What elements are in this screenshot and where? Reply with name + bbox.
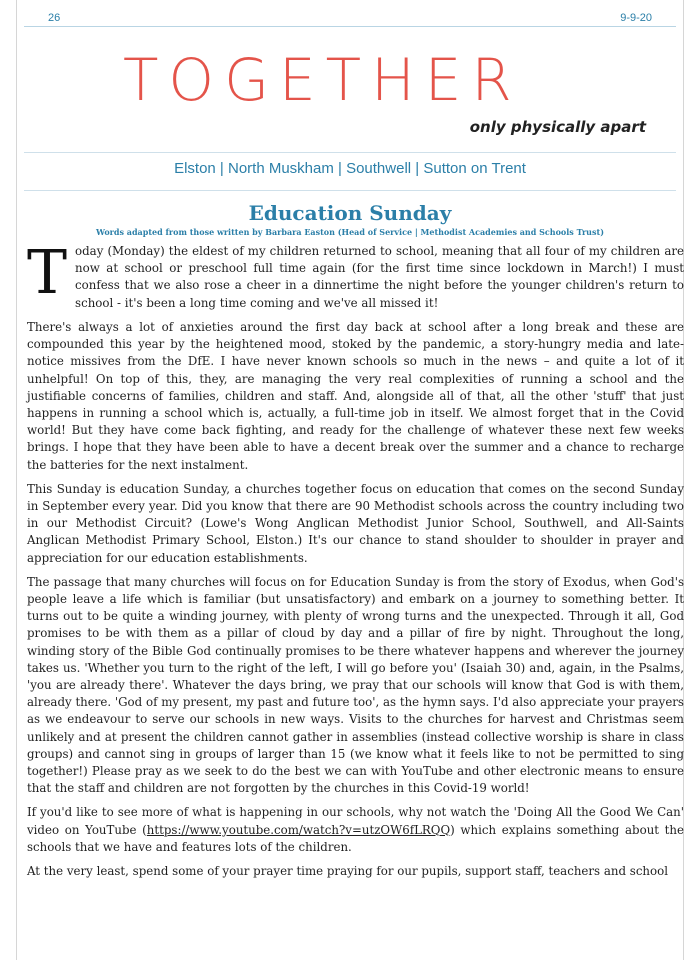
locations-divider-bottom: [24, 190, 676, 191]
paragraph-4: The passage that many churches will focus on for Education Sunday is from the story of Exodus, when God's people leave a life which is familiar (but unsatisfactory) and embark on a journey to something better. It turns out to be quite a winding journey, with plenty of wrong turns and the unexpected. Through it all, God promises to be with them as a pillar of cloud by day and a pillar of fire by night. Throughout the long, winding story of the Bible God continually promises to be there whatever happens and wherever the journey takes us. 'Whether you turn to the right of the left, I will go before you' (Isaiah 30) and, again, in the Psalms, 'you are already there'. Whatever the days bring, we pray that our schools will know that God is with them, already there. 'God of my present, my past and future too', as the hymn says. I'd also appreciate your prayers as we endeavour to serve our schools in new ways. Visits to the churches for harvest and Christmas seem unlikely and at present the children cannot gather in assemblies (instead collective worship is share in class groups) and cannot sing in groups of larger than 15 (we know what it feels like to not be permitted to sing together!) Please pray as we seek to do the best we can with YouTube and other electronic means to ensure that the staff and children are not forgotten by the churches in this Covid-19 world!: [27, 574, 684, 796]
masthead-subtitle: only physically apart: [469, 118, 646, 136]
page-number: 26: [48, 12, 61, 24]
article-byline: Words adapted from those written by Barbara Easton (Head of Service | Methodist Academies and Schools Trust): [96, 227, 604, 237]
header-divider: [24, 26, 676, 27]
paragraph-5: [27, 804, 684, 856]
drop-cap: T: [27, 238, 68, 308]
issue-date: 9-9-20: [620, 12, 652, 24]
paragraph-2: There's always a lot of anxieties around the first day back at school after a long break and these are compounded this year by the heightened mood, stoked by the pandemic, a story-hungry media and late-notice missives from the DfE. I have never known schools so much in the news – and quite a lot of it unhelpful! On top of this, they, are managing the very real complexities of running a school and the justifiable concerns of families, children and staff. And, alongside all of that, all the other 'stuff' that just happens in running a school which is, actually, a full-time job in itself. We almost forget that in the Covid world! But they have come back fighting, and ready for the challenge of whatever these next few weeks brings. I hope that they have been able to have a decent break over the summer and a chance to recharge the batteries for the next instalment.: [27, 320, 684, 472]
article-body: [27, 238, 685, 887]
paragraph-1-text: oday (Monday) the eldest of my children returned to school, meaning that all four of my children are now at school or preschool full time again (for the first time since lockdown in March!) I must confess that we also rose a cheer in a dinnertime the night before the younger children's return to school - it's been a long time coming and we've all missed it!: [75, 244, 684, 310]
paragraph-6: At the very least, spend some of your prayer time praying for our pupils, support staff, teachers and school: [27, 864, 669, 879]
masthead: [0, 48, 700, 148]
masthead-title: TOGETHER: [123, 46, 522, 114]
youtube-link[interactable]: https://www.youtube.com/watch?v=utzOW6fLRQQ: [146, 822, 451, 837]
paragraph-3: This Sunday is education Sunday, a churches together focus on education that comes on the second Sunday in September every year. Did you know that there are 90 Methodist schools across the country including two in our Methodist Circuit? (Lowe's Wong Anglican Methodist Junior School, Southwell, and All-Saints Anglican Methodist Primary School, Elston.) It's our chance to stand shoulder to shoulder in prayer and appreciation for our education establishments.: [27, 481, 684, 565]
paragraph-5-lead: If you'd like to see more of what is happening in our schools, why not watch the 'Doing All the Good We Can' video on YouTube (: [27, 805, 684, 837]
page-header: [0, 8, 700, 32]
paragraph-5-tail: ) which explains something about the schools that we have and features lots of the children.: [27, 822, 685, 854]
locations-bar: Elston | North Muskham | Southwell | Sutton on Trent: [174, 160, 526, 177]
article-headline: Education Sunday: [248, 201, 452, 225]
paragraph-1: [27, 238, 684, 312]
locations-divider-top: [24, 152, 676, 153]
